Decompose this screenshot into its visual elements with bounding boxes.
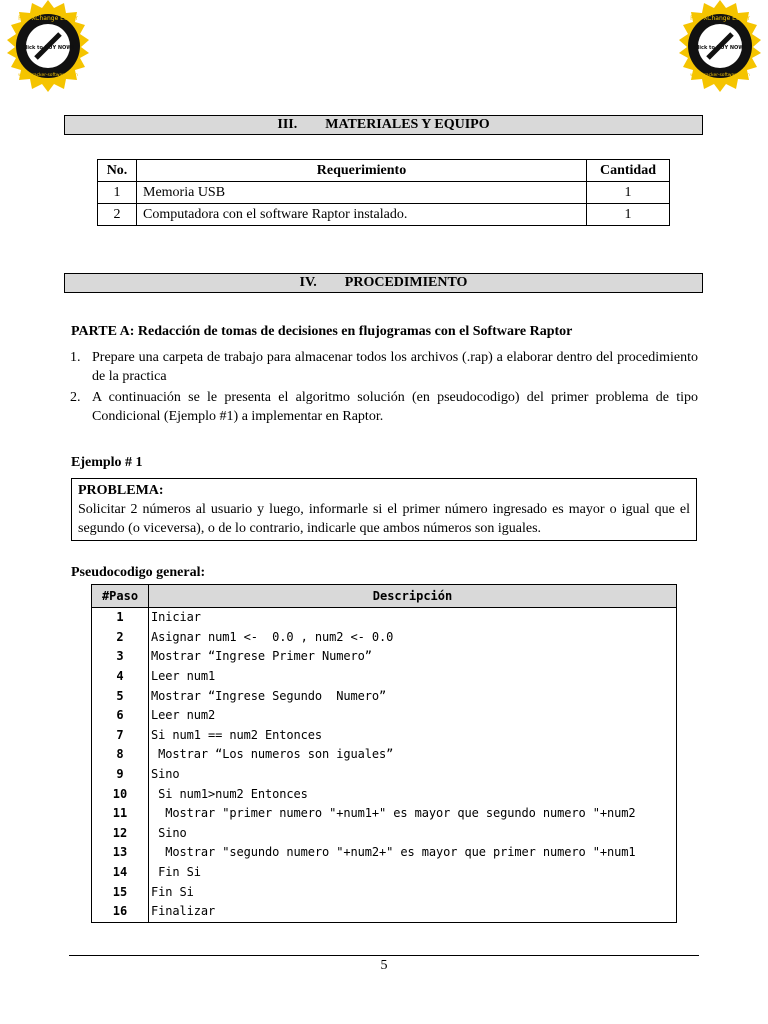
badge-text-bottom: www.tracker-software.com	[18, 73, 78, 78]
step-number: 2.	[70, 390, 81, 405]
table-header-row	[98, 160, 670, 182]
buy-now-badge-icon	[674, 0, 766, 92]
badge-text-center: Click to BUY NOW!	[693, 45, 747, 51]
pseudocode-body	[92, 608, 677, 923]
table-row	[98, 204, 670, 226]
table-row	[92, 647, 677, 667]
step-description: Si num1>num2 Entonces	[149, 784, 677, 804]
step-text: Prepare una carpeta de trabajo para almacenar todos los archivos (.rap) a elaborar dentro del procedimiento de la practica	[92, 350, 698, 384]
section-title: MATERIALES Y EQUIPO	[325, 117, 490, 132]
step-number: 1	[92, 608, 149, 628]
cell-requerimiento: Computadora con el software Raptor instalado.	[137, 204, 587, 226]
step-number: 14	[92, 863, 149, 883]
table-row	[92, 745, 677, 765]
table-row	[92, 706, 677, 726]
example-title: Ejemplo # 1	[71, 455, 143, 470]
problem-box	[71, 478, 697, 541]
step-description: Sino	[149, 765, 677, 785]
header-descripcion: Descripción	[149, 585, 677, 608]
step-number: 11	[92, 804, 149, 824]
step-number: 16	[92, 902, 149, 922]
problem-text: Solicitar 2 números al usuario y luego, informarle si el primer número ingresado es mayor o igual que el segundo (o viceversa), o de lo contrario, indicarle que ambos números son iguales.	[78, 502, 690, 536]
step-description: Mostrar “Los numeros son iguales”	[149, 745, 677, 765]
section-header-materiales	[64, 115, 703, 135]
table-row	[92, 667, 677, 687]
table-row	[92, 686, 677, 706]
parte-a-heading: PARTE A: Redacción de tomas de decisiones en flujogramas con el Software Raptor	[71, 324, 573, 339]
table-row	[92, 804, 677, 824]
cell-requerimiento: Memoria USB	[137, 182, 587, 204]
step-number: 13	[92, 843, 149, 863]
step-number: 1.	[70, 350, 81, 365]
pseudocode-table	[91, 584, 677, 923]
step-number: 5	[92, 686, 149, 706]
step-description: Finalizar	[149, 902, 677, 922]
problem-label: PROBLEMA:	[78, 483, 164, 498]
step-number: 10	[92, 784, 149, 804]
section-header-procedimiento	[64, 273, 703, 293]
page-number: 5	[380, 958, 388, 973]
step-description: Iniciar	[149, 608, 677, 628]
buy-now-badge-icon	[2, 0, 94, 92]
step-description: Mostrar “Ingrese Primer Numero”	[149, 647, 677, 667]
pdf-xchange-badge-right[interactable]	[674, 0, 766, 92]
step-number: 3	[92, 647, 149, 667]
step-description: Leer num2	[149, 706, 677, 726]
header-cantidad: Cantidad	[587, 160, 670, 182]
step-description: Mostrar "primer numero "+num1+" es mayor que segundo numero "+num2	[149, 804, 677, 824]
table-row	[92, 608, 677, 628]
table-row	[92, 726, 677, 746]
procedure-steps	[70, 348, 698, 428]
badge-text-bottom: www.tracker-software.com	[690, 73, 750, 78]
step-description: Sino	[149, 824, 677, 844]
badge-text-top: PDF-XChange Editor	[690, 15, 750, 22]
cell-no: 1	[98, 182, 137, 204]
pdf-xchange-badge-left[interactable]	[2, 0, 94, 92]
header-requerimiento: Requerimiento	[137, 160, 587, 182]
step-description: Fin Si	[149, 882, 677, 902]
header-no: No.	[98, 160, 137, 182]
step-text: A continuación se le presenta el algoritmo solución (en pseudocodigo) del primer problema de tipo Condicional (Ejemplo #1) a implementar en Raptor.	[92, 390, 698, 424]
step-number: 2	[92, 628, 149, 648]
pseudo-title: Pseudocodigo general:	[71, 565, 206, 580]
step-number: 12	[92, 824, 149, 844]
step-description: Fin Si	[149, 863, 677, 883]
header-paso: #Paso	[92, 585, 149, 608]
cell-no: 2	[98, 204, 137, 226]
section-number: III.	[277, 117, 298, 132]
section-number: IV.	[299, 275, 317, 290]
badge-text-center: Click to BUY NOW!	[21, 45, 75, 51]
step-number: 8	[92, 745, 149, 765]
table-row	[98, 182, 670, 204]
step-description: Mostrar “Ingrese Segundo Numero”	[149, 686, 677, 706]
table-row	[92, 863, 677, 883]
table-row	[92, 902, 677, 922]
materials-table	[97, 159, 670, 226]
table-header-row	[92, 585, 677, 608]
step-number: 7	[92, 726, 149, 746]
step-number: 4	[92, 667, 149, 687]
table-row	[92, 843, 677, 863]
cell-cantidad: 1	[587, 182, 670, 204]
list-item	[70, 388, 698, 426]
section-title: PROCEDIMIENTO	[344, 275, 468, 290]
step-number: 6	[92, 706, 149, 726]
cell-cantidad: 1	[587, 204, 670, 226]
step-description: Mostrar "segundo numero "+num2+" es mayor que primer numero "+num1	[149, 843, 677, 863]
step-description: Leer num1	[149, 667, 677, 687]
table-row	[92, 765, 677, 785]
step-description: Asignar num1 <- 0.0 , num2 <- 0.0	[149, 628, 677, 648]
step-description: Si num1 == num2 Entonces	[149, 726, 677, 746]
step-number: 15	[92, 882, 149, 902]
table-row	[92, 784, 677, 804]
badge-text-top: PDF-XChange Editor	[18, 15, 78, 22]
list-item	[70, 348, 698, 386]
table-row	[92, 882, 677, 902]
step-number: 9	[92, 765, 149, 785]
table-row	[92, 824, 677, 844]
footer-divider	[69, 955, 699, 956]
table-row	[92, 628, 677, 648]
